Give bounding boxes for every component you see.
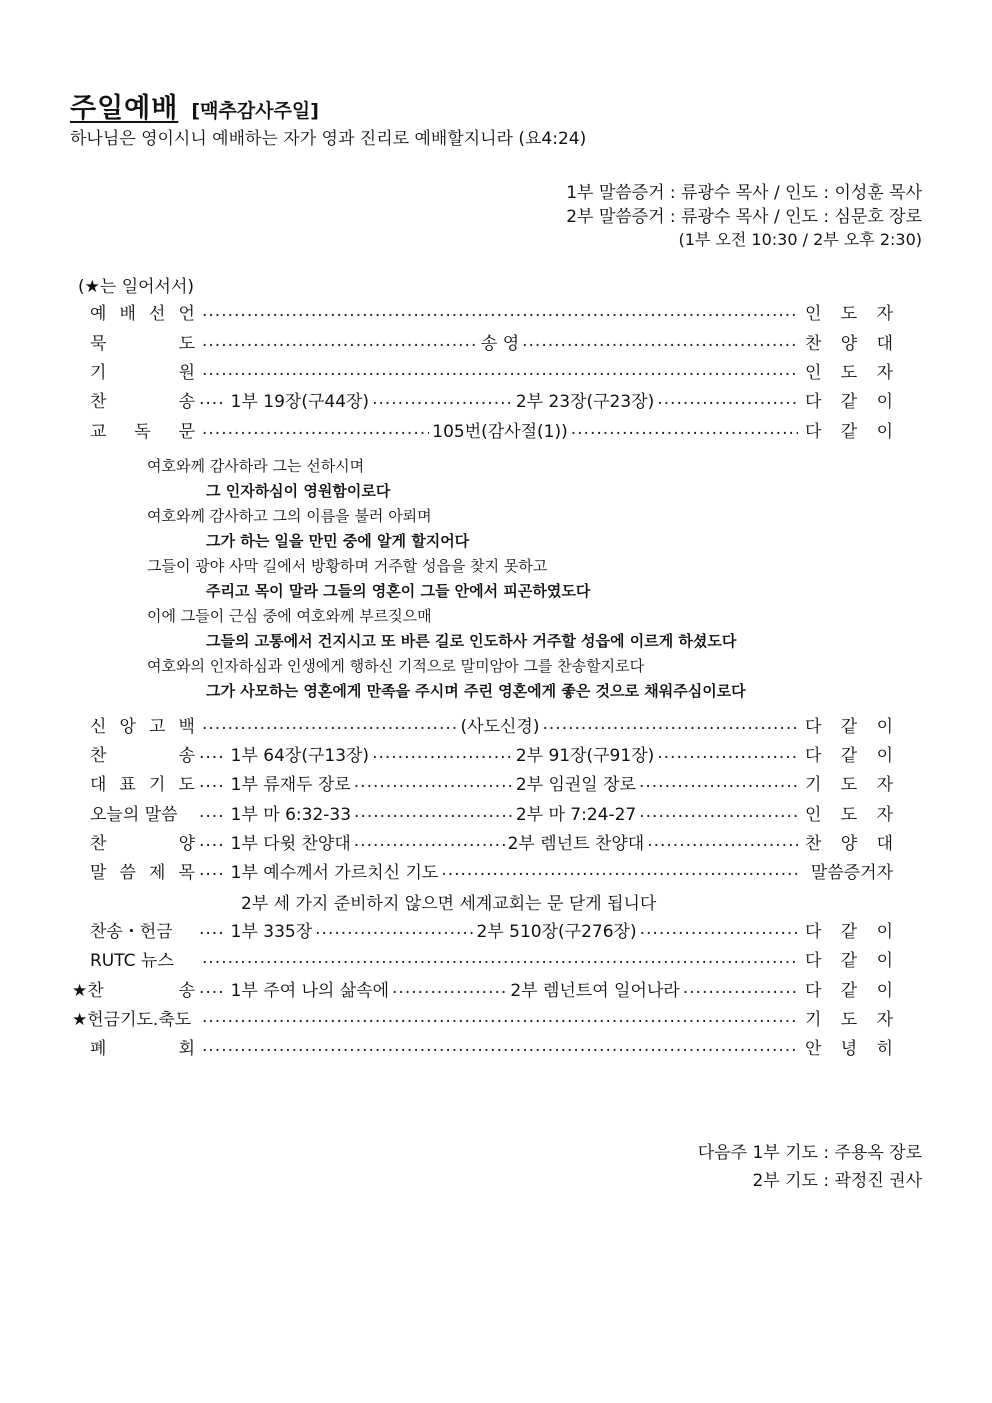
order-dots: .... [199,772,225,792]
order-dots [354,831,505,851]
order-label-char: 송 [178,980,195,1001]
order-dots [639,772,798,792]
order-role-char: 이 [876,421,893,442]
order-item-2: 2부 23장(구23장) [515,391,655,412]
order-label-char: 도 [178,333,195,354]
order-label-char: 도 [178,774,195,795]
order-role [805,858,893,883]
order-role-char: 기 [805,774,822,795]
order-role-char: 같 [840,391,858,412]
order-role [805,712,893,737]
order-role-char: 자 [876,804,893,825]
scripture-verse: 하나님은 영이시니 예배하는 자가 영과 진리로 예배할지니라 (요4:24) [70,129,587,149]
order-role-char: 같 [840,921,858,942]
reading-response-line: 그 인자하심이 영원함이로다 [206,482,391,500]
order-role [805,946,893,971]
reading-leader-line: 여호와의 인자하심과 인생에게 행하신 기적으로 말미암아 그를 찬송할지로다 [147,657,645,675]
order-dots [372,743,513,763]
order-row [90,386,893,412]
order-role-char: 이 [876,391,893,412]
reading-response-line: 그가 하는 일을 만민 중에 알게 할지어다 [206,532,470,550]
order-label-char: 기 [149,774,166,795]
order-role [805,299,893,324]
order-item-2: 2부 91장(구91장) [515,745,655,766]
preacher-line-2: 2부 말씀증거 : 류광수 목사 / 인도 : 심문호 장로 [566,207,922,227]
next-week-prayer-2: 2부 기도 : 곽정진 권사 [752,1171,922,1191]
order-role-char: 도 [840,774,858,795]
order-detail [195,1036,805,1056]
order-role-char: 찬 [805,833,822,854]
order-detail [195,948,805,968]
order-label [90,829,195,854]
order-detail [195,800,805,825]
reading-leader-line: 그들이 광야 사막 길에서 방황하며 거주할 성읍을 찾지 못하고 [147,557,548,575]
sermon-title-part2: 2부 세 가지 준비하지 않으면 세계교회는 문 닫게 됩니다 [241,894,657,914]
order-detail [195,770,805,795]
order-label-char: 대 [90,774,107,795]
page-subtitle: [맥추감사주일] [191,100,319,122]
order-item-1: 1부 류재두 장로 [230,774,351,795]
order-label-char: 폐 [90,1038,107,1059]
order-role [805,1005,893,1030]
order-label-char: 신 [90,716,107,737]
order-role-char: 양 [840,333,858,354]
order-detail [195,1007,805,1027]
order-dots: .... [199,802,225,822]
order-label-char: 앙 [119,716,136,737]
order-label [90,770,195,795]
order-label [90,858,195,883]
order-role-char: 인 [805,303,822,324]
order-role-char: 다 [805,745,822,766]
order-role [805,358,893,383]
order-role-char: 같 [840,716,858,737]
order-role-char: 이 [876,745,893,766]
order-role [805,976,893,1001]
order-row [90,799,893,825]
order-label-char: 기 [90,362,107,383]
order-label-char: 언 [178,303,195,324]
order-detail [195,917,805,942]
order-label [90,800,195,825]
order-detail [195,741,805,766]
service-times: (1부 오전 10:30 / 2부 오후 2:30) [678,230,922,249]
order-label [90,299,195,324]
order-row [90,416,893,442]
order-role-char: 양 [840,833,858,854]
order-label-char: 독 [134,421,151,442]
order-row [90,357,893,383]
order-item-1: 1부 예수께서 가르치신 기도 [230,862,439,883]
order-role-char: 같 [840,745,858,766]
order-role-char: 녕 [840,1038,858,1059]
reading-response-line: 주리고 목이 말라 그들의 영혼이 그들 안에서 피곤하였도다 [206,582,591,600]
order-role-char: 기 [805,1009,822,1030]
order-role-char: 이 [876,980,893,1001]
order-dots [315,919,473,939]
order-label-char: 제 [149,862,166,883]
order-dots: .... [199,743,225,763]
order-dots [522,331,798,351]
order-role-char: 자 [876,1009,893,1030]
order-label-char: 찬 [90,833,107,854]
order-dots [441,860,798,880]
order-label-char: 표 [119,774,136,795]
reading-response-line: 그들의 고통에서 건지시고 또 바른 길로 인도하사 거주할 성읍에 이르게 하셨도다 [206,632,737,650]
order-label-char: ★헌금기도.축도 [72,1009,192,1030]
order-role-char: 자 [876,362,893,383]
order-label-char: 교 [90,421,107,442]
order-detail [195,301,805,321]
order-dots: .... [199,978,225,998]
order-row [90,916,893,942]
order-item-2: 2부 510장(구276장) [476,921,637,942]
order-label-char: 말 [90,862,107,883]
next-week-prayer-1: 다음주 1부 기도 : 주용옥 장로 [697,1143,922,1163]
order-label-char: 원 [178,362,195,383]
order-label [72,1005,195,1030]
order-dots [202,360,798,380]
order-role-char: 대 [876,333,893,354]
order-item-1: 105번(감사절(1)) [432,421,568,442]
standing-note: (★는 일어서서) [78,277,195,297]
order-label-char: 씀 [119,862,136,883]
order-label [90,1034,195,1059]
order-row [90,740,893,766]
order-row [72,1004,893,1030]
order-label-char: 송 [178,391,195,412]
order-dots [639,802,798,822]
order-item-2: 2부 임권일 장로 [515,774,636,795]
order-role-char: 도 [840,804,858,825]
order-dots [640,919,798,939]
order-detail [195,360,805,380]
order-item-1: 1부 마 6:32-33 [230,804,352,825]
order-dots [202,714,458,734]
order-role [805,329,893,354]
order-dots [542,714,798,734]
order-role-char: 도 [840,362,858,383]
order-dots [571,419,798,439]
order-label [90,946,195,971]
order-role-char: 다 [805,716,822,737]
order-row [90,328,893,354]
order-label-char: 오늘의 말씀 [90,804,178,825]
order-dots [354,802,513,822]
order-dots [202,301,798,321]
order-role-char: 다 [805,391,822,412]
order-row [90,857,893,883]
order-item-1: 송 영 [480,333,520,354]
order-role-char: 다 [805,950,822,971]
order-detail [195,858,805,883]
order-dots [202,1007,798,1027]
order-label-char: 예 [90,303,107,324]
reading-response-line: 그가 사모하는 영혼에게 만족을 주시며 주린 영혼에게 좋은 것으로 채워주심이로다 [206,682,746,700]
order-item-2: 2부 렘넌트여 일어나라 [510,980,680,1001]
order-row [90,769,893,795]
order-label [90,741,195,766]
header [70,86,319,125]
order-dots [657,743,798,763]
order-role [805,1034,893,1059]
order-row [90,828,893,854]
order-dots [392,978,507,998]
order-role [805,741,893,766]
order-dots [202,1036,798,1056]
order-label [90,712,195,737]
order-role-char: 인 [805,362,822,383]
order-label-char: 찬 [90,391,107,412]
order-label [90,329,195,354]
order-role [805,917,893,942]
order-row [90,298,893,324]
order-role-char: 다 [805,980,822,1001]
order-label [90,917,195,942]
order-detail [195,329,805,354]
order-dots [647,831,798,851]
reading-leader-line: 여호와께 감사하라 그는 선하시며 [147,457,365,475]
reading-leader-line: 여호와께 감사하고 그의 이름을 불러 아뢰며 [147,507,432,525]
order-row [90,1033,893,1059]
order-label [90,358,195,383]
order-label-char: 회 [178,1038,195,1059]
order-label [72,976,195,1001]
order-label [90,417,195,442]
order-role [805,387,893,412]
order-dots [202,948,798,968]
order-dots [354,772,513,792]
order-role-char: 안 [805,1038,822,1059]
order-role-char: 말씀증거자 [810,862,893,883]
order-label-char: ★찬 [72,980,104,1001]
order-detail [195,417,805,442]
order-item-1: 1부 19장(구44장) [230,391,370,412]
order-row [90,711,893,737]
order-detail [195,829,805,854]
order-role-char: 이 [876,921,893,942]
order-dots [683,978,798,998]
order-role-char: 같 [840,950,858,971]
order-label-char: 배 [119,303,136,324]
order-role-char: 자 [876,774,893,795]
order-label-char: 백 [178,716,195,737]
order-role-char: 찬 [805,333,822,354]
order-role-char: 인 [805,804,822,825]
order-label [90,387,195,412]
order-item-1: 1부 주여 나의 삶속에 [230,980,390,1001]
order-role-char: 같 [840,421,858,442]
order-detail [195,712,805,737]
order-row [72,975,893,1001]
preacher-line-1: 1부 말씀증거 : 류광수 목사 / 인도 : 이성훈 목사 [566,183,922,203]
order-role-char: 이 [876,950,893,971]
order-item-2: 2부 마 7:24-27 [515,804,637,825]
order-label-char: 찬 [90,745,107,766]
order-role-char: 이 [876,716,893,737]
order-role-char: 같 [840,980,858,1001]
order-role [805,829,893,854]
order-dots: .... [199,860,225,880]
order-dots [202,331,478,351]
order-dots: .... [199,919,225,939]
order-dots: .... [199,389,225,409]
order-label-char: 목 [178,862,195,883]
order-label-char: 송 [178,745,195,766]
order-item-1: 1부 335장 [230,921,313,942]
order-dots [372,389,513,409]
order-role-char: 히 [876,1038,893,1059]
order-label-char: 묵 [90,333,107,354]
order-dots [202,419,429,439]
order-item-1: 1부 64장(구13장) [230,745,370,766]
order-role [805,800,893,825]
order-role-char: 도 [840,1009,858,1030]
order-role-char: 대 [876,833,893,854]
order-detail [195,387,805,412]
order-dots [657,389,798,409]
order-item-1: 1부 다윗 찬양대 [230,833,351,854]
order-label-char: 찬송・헌금 [90,921,173,942]
order-label-char: 양 [178,833,195,854]
order-label-char: RUTC 뉴스 [90,950,174,971]
page-title: 주일예배 [70,93,179,124]
order-role-char: 다 [805,921,822,942]
order-item-1: (사도신경) [460,716,540,737]
order-row [90,945,893,971]
order-label-char: 고 [149,716,166,737]
order-role [805,417,893,442]
order-label-char: 선 [149,303,166,324]
order-role [805,770,893,795]
reading-leader-line: 이에 그들이 근심 중에 여호와께 부르짖으매 [147,607,432,625]
order-label-char: 문 [178,421,195,442]
order-role-char: 도 [840,303,858,324]
order-item-2: 2부 렘넌트 찬양대 [507,833,645,854]
order-role-char: 자 [876,303,893,324]
order-role-char: 다 [805,421,822,442]
order-detail [195,976,805,1001]
order-dots: .... [199,831,225,851]
